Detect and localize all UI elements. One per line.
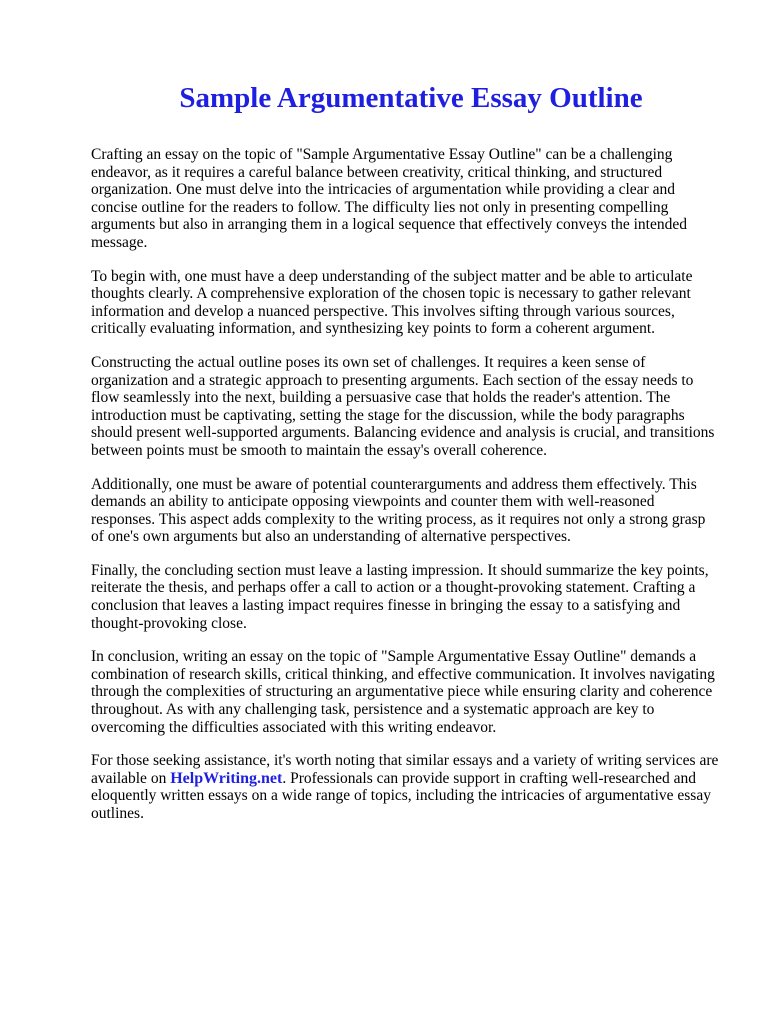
paragraph-in-conclusion: In conclusion, writing an essay on the topic of "Sample Argumentative Essay Outline" demands a combination of research skills, critical thinking, and effective communication. It involves navigating through the complexities of structuring an argumentative piece while ensuring clarity and coherence throughout. As with any challenging task, persistence and a systematic approach are key to overcoming the difficulties associated with this writing endeavor. xyxy=(91,648,715,736)
paragraph-intro: Crafting an essay on the topic of "Sample Argumentative Essay Outline" can be a challenging endeavor, as it requires a careful balance between creativity, critical thinking, and structured organization. One must delve into the intricacies of argumentation while providing a clear and concise outline for the readers to follow. The difficulty lies not only in presenting compelling arguments but also in arranging them in a logical sequence that effectively conveys the intended message. xyxy=(91,146,687,251)
paragraph-outline: Constructing the actual outline poses its own set of challenges. It requires a keen sense of organization and a strategic approach to presenting arguments. Each section of the essay needs to flow seamlessly into the next, building a persuasive case that holds the reader's attention. The introduction must be captivating, setting the stage for the discussion, while the body paragraphs should present well-supported arguments. Balancing evidence and analysis is crucial, and transitions between points must be smooth to maintain the essay's overall coherence. xyxy=(91,353,715,459)
document-title: Sample Argumentative Essay Outline xyxy=(179,82,643,114)
paragraph-understanding: To begin with, one must have a deep understanding of the subject matter and be able to articulate thoughts clearly. A comprehensive exploration of the chosen topic is necessary to gather relevant information and develop a nuanced perspective. This involves sifting through various sources, critically evaluating information, and synthesizing key points to form a coherent argument. xyxy=(91,267,693,338)
paragraph-assistance xyxy=(91,752,731,822)
paragraph-counterarguments: Additionally, one must be aware of potential counterarguments and address them effectively. This demands an ability to anticipate opposing viewpoints and counter them with well-reasoned responses. This aspect adds complexity to the writing process, as it requires not only a strong grasp of one's own arguments but also an understanding of alternative perspectives. xyxy=(91,475,706,546)
assistance-text-before: For those seeking assistance, it's worth noting that similar essays and a variety of writing services are available on xyxy=(91,752,719,787)
helpwriting-link[interactable]: HelpWriting.net xyxy=(170,769,283,787)
assistance-text-after: . Professionals can provide support in crafting well-researched and eloquently written essays on a wide range of topics, including the intricacies of argumentative essay outlines. xyxy=(91,769,711,822)
paragraph-conclusion-section: Finally, the concluding section must leave a lasting impression. It should summarize the key points, reiterate the thesis, and perhaps offer a call to action or a thought-provoking statement. Crafting a conclusion that leaves a lasting impact requires finesse in bringing the essay to a satisfying and thought-provoking close. xyxy=(91,561,709,632)
document-page xyxy=(91,80,731,839)
